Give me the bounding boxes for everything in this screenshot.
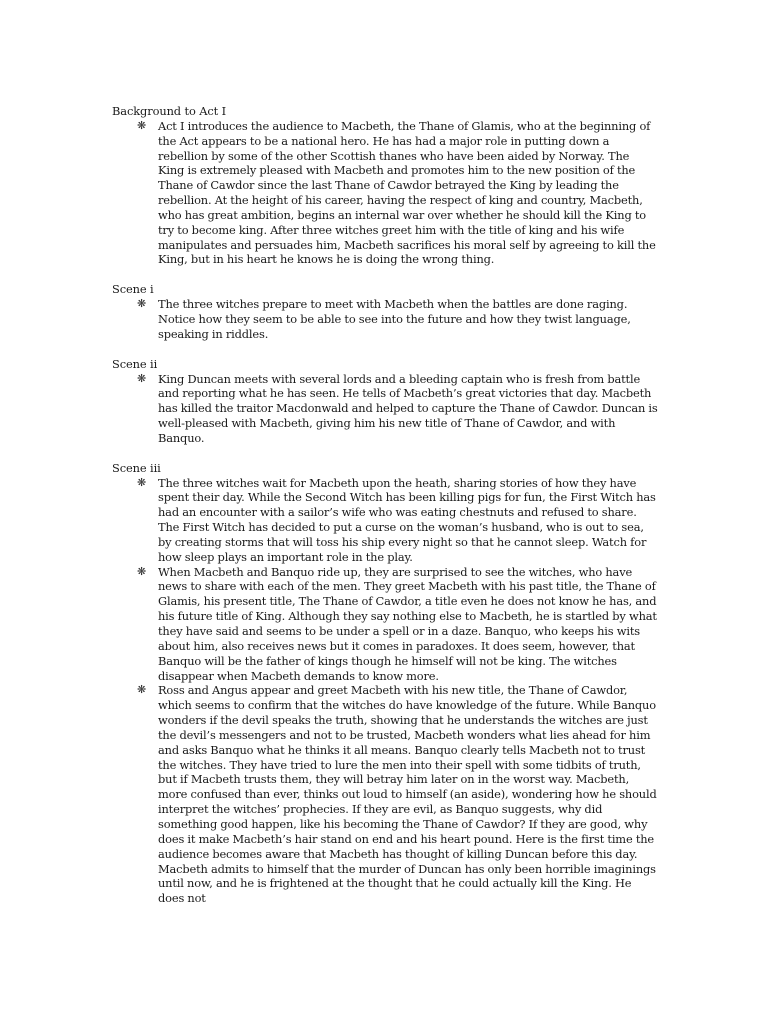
bullet-star-icon: ❋ — [137, 371, 147, 385]
bullet-star-icon: ❋ — [137, 118, 147, 132]
bullet-star-icon: ❋ — [137, 475, 147, 489]
bullet-item — [112, 476, 658, 565]
bullet-text: The three witches wait for Macbeth upon the heath, sharing stories of how they have spent their day. While the Second Witch has been killing pigs for fun, the First Witch has had an encounter with a sailor’s wife who was eating chestnuts and refused to share. The First Witch has decided to put a curse on the woman’s husband, who is out to sea, by creating storms that will toss his ship every night so that he cannot sleep. Watch for how sleep plays an important role in the play. — [158, 475, 656, 564]
section-scene-ii — [112, 357, 658, 446]
section-heading: Scene ii — [112, 356, 158, 371]
bullet-item — [112, 683, 658, 906]
section-heading: Scene i — [112, 282, 154, 297]
section-scene-iii — [112, 461, 658, 906]
bullet-text: Act I introduces the audience to Macbeth, the Thane of Glamis, who at the beginning of the Act appears to be a national hero. He has had a major role in putting down a rebellion by some of the other Scottish thanes who have been aided by Norway. The King is extremely pleased with Macbeth and promotes him to the new position of the Thane of Cawdor since the last Thane of Cawdor betrayed the King by leading the rebellion. At the height of his career, having the respect of king and country, Macbeth, who has great ambition, begins an internal war over whether he should kill the King to try to become king. After three witches greet him with the title of king and his wife manipulates and persuades him, Macbeth sacrifices his moral self by agreeing to kill the King, but in his heart he knows he is doing the wrong thing. — [158, 118, 656, 267]
section-background — [112, 104, 658, 267]
bullet-list — [112, 372, 658, 446]
document-page — [112, 104, 658, 906]
bullet-text: Ross and Angus appear and greet Macbeth with his new title, the Thane of Cawdor, which seems to confirm that the witches do have knowledge of the future. While Banquo wonders if the devil speaks the truth, showing that he understands the witches are just the devil’s messengers and not to be trusted, Macbeth wonders what lies ahead for him and asks Banquo what he thinks it all means. Banquo clearly tells Macbeth not to trust the witches. They have tried to lure the men into their spell with some tidbits of truth, but if Macbeth trusts them, they will betray him later on in the worst way. Macbeth, more confused than ever, thinks out loud to himself (an aside), wondering how he should interpret the witches’ prophecies. If they are evil, as Banquo suggests, why did something good happen, like his becoming the Thane of Cawdor? If they are good, why does it make Macbeth’s hair stand on end and his heart pound. Here is the first time the audience becomes aware that Macbeth has thought of killing Duncan before this day. Macbeth admits to himself that the murder of Duncan has only been horrible imaginings until now, and he is frightened at the thought that he could actually kill the King. He does not — [158, 683, 657, 906]
bullet-star-icon: ❋ — [137, 683, 147, 697]
bullet-star-icon: ❋ — [137, 297, 147, 311]
bullet-list — [112, 476, 658, 906]
bullet-item — [112, 119, 658, 267]
bullet-star-icon: ❋ — [137, 564, 147, 578]
bullet-list — [112, 119, 658, 267]
bullet-list — [112, 297, 658, 342]
bullet-item — [112, 565, 658, 684]
bullet-item — [112, 372, 658, 446]
section-heading: Scene iii — [112, 460, 161, 475]
section-scene-i — [112, 282, 658, 341]
bullet-text: The three witches prepare to meet with Macbeth when the battles are done raging. Notice how they seem to be able to see into the future and how they twist language, speaking in riddles. — [158, 297, 631, 341]
bullet-item — [112, 297, 658, 342]
bullet-text: When Macbeth and Banquo ride up, they are surprised to see the witches, who have news to share with each of the men. They greet Macbeth with his past title, the Thane of Glamis, his present title, The Thane of Cawdor, a title even he does not know he has, and his future title of King. Although they say nothing else to Macbeth, he is startled by what they have said and seems to be under a spell or in a daze. Banquo, who keeps his wits about him, also receives news but it comes in paradoxes. It does seem, however, that Banquo will be the father of kings though he himself will not be king. The witches disappear when Macbeth demands to know more. — [158, 564, 657, 683]
section-heading: Background to Act I — [112, 104, 227, 118]
bullet-text: King Duncan meets with several lords and a bleeding captain who is fresh from battle and reporting what he has seen. He tells of Macbeth’s great victories that day. Macbeth has killed the traitor Macdonwald and helped to capture the Thane of Cawdor. Duncan is well-pleased with Macbeth, giving him his new title of Thane of Cawdor, and with Banquo. — [158, 371, 658, 445]
